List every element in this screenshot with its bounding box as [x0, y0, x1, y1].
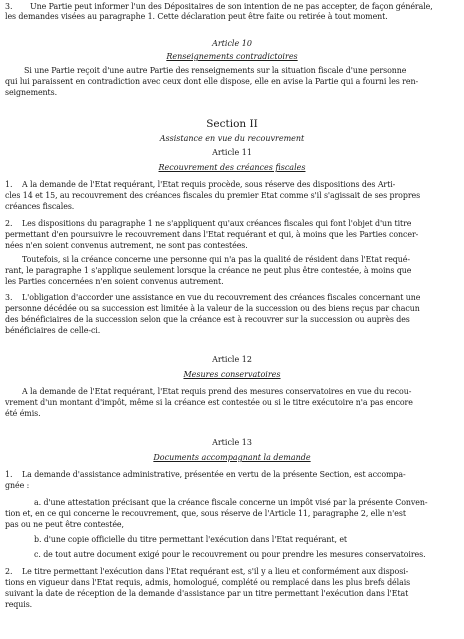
- text-line: pas ou ne peut être contestée,: [5, 520, 124, 529]
- text-line: tions en vigueur dans l'Etat requis, admis, homologué, complété ou remplacé dans les plus brefs délais: [5, 578, 411, 587]
- article-subtitle: Recouvrement des créances fiscales: [158, 163, 306, 172]
- text-line: personne décédée ou sa succession est limitée à la valeur de la succession ou des biens reçus par chacun: [5, 304, 420, 313]
- text-line: Le titre permettant l'exécution dans l'Etat requérant est, s'il y a lieu et conformément aux disposi-: [22, 567, 409, 576]
- text-line: tion et, en ce qui concerne le recouvrement, que, sous réserve de l'Article 11, paragraphe 2, elle n'est: [5, 509, 406, 518]
- text-line: rant, le paragraphe 1 s'applique seulement lorsque la créance ne peut plus être contestée, à moins que: [5, 266, 412, 275]
- article-subtitle: Documents accompagnant la demande: [153, 453, 311, 462]
- article-heading: Article 11: [212, 148, 252, 157]
- article-heading: Article 10: [212, 39, 252, 48]
- text-line: gnée :: [5, 481, 30, 490]
- article-heading: Article 13: [212, 438, 252, 447]
- text-line: qui lui paraissent en contradiction avec ceux dont elle dispose, elle en avise la Partie qui a fourni les ren-: [5, 77, 419, 86]
- text-line: été émis.: [5, 409, 41, 418]
- text-line: A la demande de l'Etat requérant, l'Etat requis prend des mesures conservatoires en vue du recou-: [22, 387, 412, 396]
- article-subtitle: Mesures conservatoires: [183, 370, 281, 379]
- paragraph-number: 1.: [5, 470, 13, 479]
- text-line: créances fiscales.: [5, 202, 75, 211]
- paragraph-number: 3.: [5, 293, 13, 302]
- paragraph-number: 1.: [5, 180, 13, 189]
- text-line: Toutefois, si la créance concerne une personne qui n'a pas la qualité de résident dans l'Etat requé-: [22, 255, 410, 264]
- text-line: vrement d'un montant d'impôt, même si la créance est contestée ou si le titre exécutoire n'a pas encore: [5, 398, 413, 407]
- article-subtitle: Renseignements contradictoires: [166, 52, 298, 61]
- text-line: les Parties concernées n'en soient convenus autrement.: [5, 277, 224, 286]
- text-line: La demande d'assistance administrative, présentée en vertu de la présente Section, est accompa-: [22, 470, 406, 479]
- paragraph-number: 2.: [5, 567, 13, 576]
- text-line: cles 14 et 15, au recouvrement des créances fiscales du premier Etat comme s'il s'agissait de ses propres: [5, 191, 421, 200]
- text-line: permettant d'en poursuivre le recouvrement dans l'Etat requérant et qui, à moins que les Parties concer-: [5, 230, 419, 239]
- text-line: Si une Partie reçoit d'une autre Partie des renseignements sur la situation fiscale d'une personne: [24, 66, 407, 75]
- section-title: Section II: [206, 118, 258, 130]
- article-heading: Article 12: [212, 355, 252, 364]
- text-line: des bénéficiaires de la succession selon que la créance est à recouvrer sur la succession ou auprès des: [5, 315, 410, 324]
- text-line: Une Partie peut informer l'un des Dépositaires de son intention de ne pas accepter, de façon générale,: [30, 2, 433, 11]
- text-line: nées n'en soient convenus autrement, ne sont pas contestées.: [5, 241, 248, 250]
- text-line: suivant la date de réception de la demande d'assistance par un titre permettant l'exécution dans l'Etat: [5, 589, 409, 598]
- text-line: Les dispositions du paragraphe 1 ne s'appliquent qu'aux créances fiscales qui font l'objet d'un titre: [22, 219, 412, 228]
- text-line: requis.: [5, 600, 33, 609]
- text-line: les demandes visées au paragraphe 1. Cette déclaration peut être faite ou retirée à tout moment.: [5, 12, 388, 21]
- list-item-text: b. d'une copie officielle du titre permettant l'exécution dans l'Etat requérant, et: [34, 535, 348, 544]
- paragraph-number: 2.: [5, 219, 13, 228]
- paragraph-number: 3.: [5, 2, 13, 11]
- list-item-text: a. d'une attestation précisant que la créance fiscale concerne un impôt visé par la présente Conven-: [34, 498, 428, 507]
- list-item-text: c. de tout autre document exigé pour le recouvrement ou pour prendre les mesures conservatoires.: [34, 550, 426, 559]
- text-line: L'obligation d'accorder une assistance en vue du recouvrement des créances fiscales concernant une: [22, 293, 421, 302]
- section-subtitle: Assistance en vue du recouvrement: [159, 134, 305, 143]
- text-line: A la demande de l'Etat requérant, l'Etat requis procède, sous réserve des dispositions des Arti-: [22, 180, 396, 189]
- text-line: seignements.: [5, 88, 58, 97]
- text-line: bénéficiaires de celle-ci.: [5, 326, 101, 335]
